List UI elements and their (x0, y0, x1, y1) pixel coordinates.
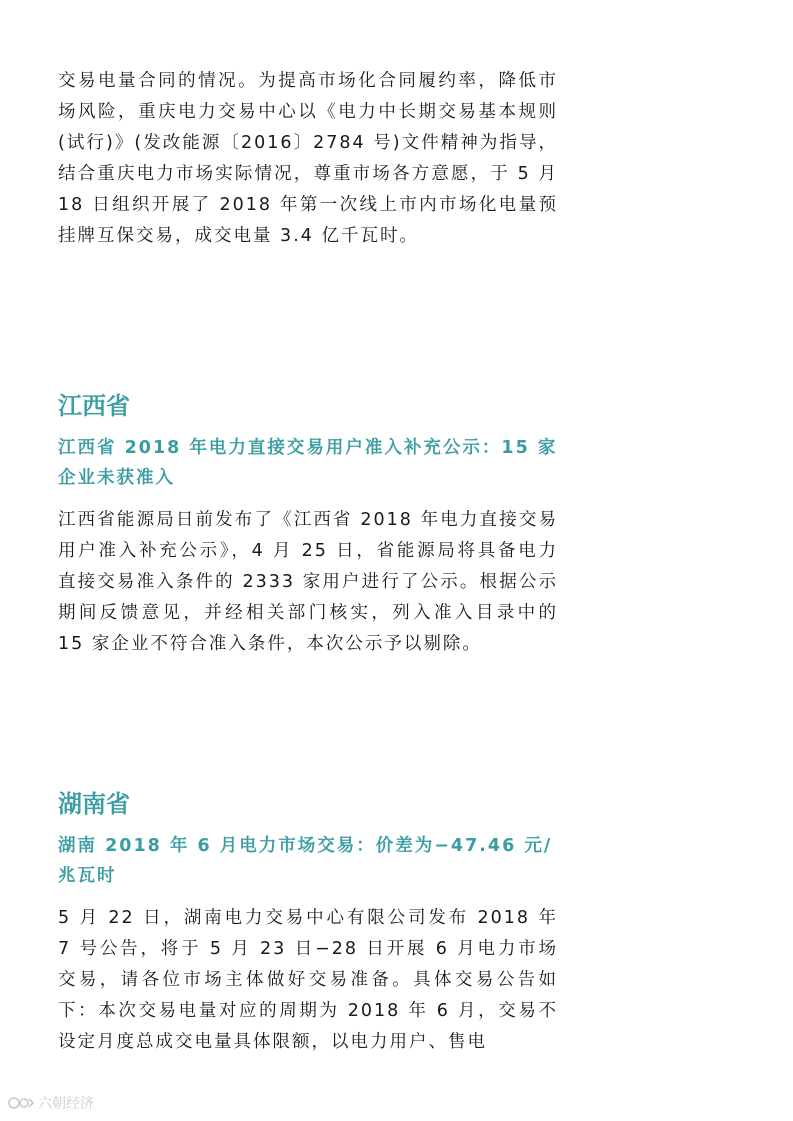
section-paragraph: 江西省能源局日前发布了《江西省 2018 年电力直接交易用户准入补充公示》，4 月 25 日，省能源局将具备电力直接交易准入条件的 2333 家用户进行了公示。根据公示期间反馈意见，并经相关部门核实，列入准入目录中的 15 家企业不符合准入条件，本次公示予以剔除。 (58, 510, 558, 654)
intro-paragraph: 交易电量合同的情况。为提高市场化合同履约率，降低市场风险，重庆电力交易中心以《电力中长期交易基本规则(试行)》(发改能源〔2016〕2784 号)文件精神为指导，结合重庆电力市场实际情况，尊重市场各方意愿，于 5 月 18 日组织开展了 2018 年第一次线上市内市场化电量预挂牌互保交易，成交电量 3.4 亿千瓦时。 (58, 71, 558, 246)
section-title: 湖南省 (58, 790, 130, 818)
watermark (8, 1093, 94, 1113)
watermark-logo-icon (8, 1095, 34, 1111)
section-paragraph: 5 月 22 日，湖南电力交易中心有限公司发布 2018 年 7 号公告，将于 5 月 23 日−28 日开展 6 月电力市场交易，请各位市场主体做好交易准备。具体交易公告如下：本次交易电量对应的周期为 2018 年 6 月，交易不设定月度总成交电量具体限额，以电力用户、售电 (58, 908, 558, 1052)
section-title: 江西省 (58, 392, 130, 420)
article-page (58, 66, 558, 1052)
section-subtitle: 湖南 2018 年 6 月电力市场交易：价差为−47.46 元/兆瓦时 (58, 836, 553, 886)
watermark-text: 六朝经济 (38, 1096, 94, 1112)
section-hunan (58, 789, 558, 1058)
section-subtitle: 江西省 2018 年电力直接交易用户准入补充公示：15 家企业未获准入 (58, 438, 558, 488)
section-jiangxi (58, 391, 558, 660)
